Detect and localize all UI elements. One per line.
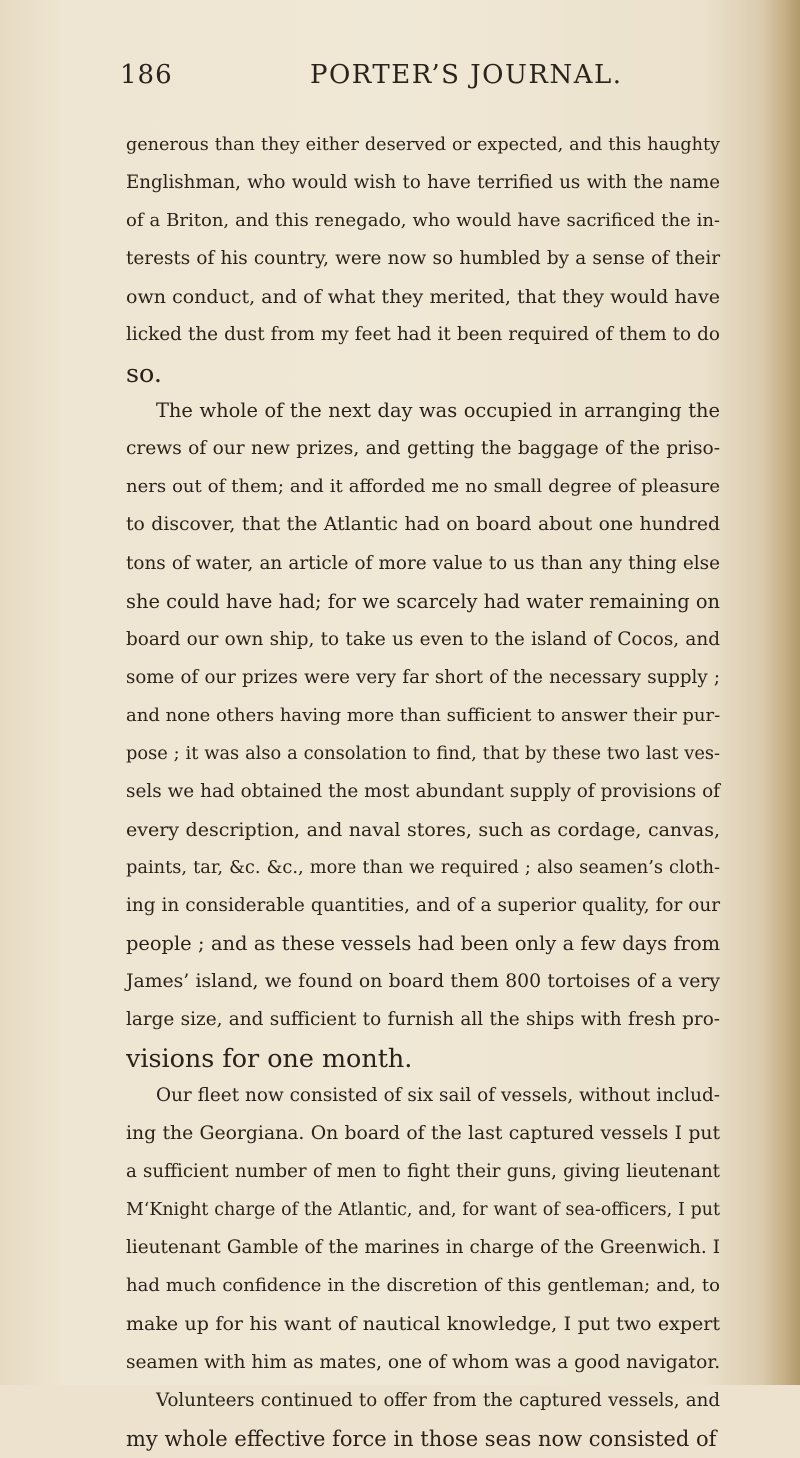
text-line: had much confidence in the discretion of this gentleman; and, to	[126, 1275, 720, 1297]
text-line: so.	[126, 358, 162, 389]
text-line: make up for his want of nautical knowledge, I put two expert	[126, 1313, 720, 1336]
text-line: visions for one month.	[126, 1043, 413, 1074]
text-line: sels we had obtained the most abundant supply of provisions of	[126, 780, 720, 802]
text-line: ing in considerable quantities, and of a superior quality, for our	[126, 894, 720, 916]
text-line: crews of our new prizes, and getting the baggage of the priso-	[126, 438, 720, 460]
running-title: PORTER’S JOURNAL.	[310, 60, 623, 90]
text-line: Volunteers continued to offer from the captured vessels, and	[156, 1389, 720, 1411]
text-line: James’ island, we found on board them 800 tortoises of a very	[126, 971, 720, 993]
text-line: ners out of them; and it afforded me no small degree of pleasure	[126, 476, 720, 498]
text-line: and none others having more than sufficient to answer their pur-	[126, 704, 721, 726]
page-number: 186	[120, 60, 173, 90]
text-line: ing the Georgiana. On board of the last captured vessels I put	[126, 1123, 720, 1145]
text-line: tons of water, an article of more value to us than any thing else	[126, 552, 720, 574]
text-line: Englishman, who would wish to have terrified us with the name	[126, 172, 720, 194]
text-line: to discover, that the Atlantic had on board about one hundred	[126, 514, 720, 536]
text-line: terests of his country, were now so humbled by a sense of their	[126, 248, 720, 270]
text-line: every description, and naval stores, such as cordage, canvas,	[126, 818, 720, 841]
text-line: M‘Knight charge of the Atlantic, and, for want of sea-officers, I put	[126, 1200, 720, 1221]
text-line: seamen with him as mates, one of whom was a good navigator.	[126, 1351, 721, 1373]
text-line: own conduct, and of what they merited, that they would have	[126, 286, 720, 309]
page-header	[120, 60, 680, 100]
text-line: my whole effective force in those seas now consisted of	[126, 1426, 717, 1451]
text-line: people ; and as these vessels had been only a few days from	[126, 931, 720, 955]
text-line: she could have had; for we scarcely had water remaining on	[126, 589, 720, 613]
page-edge-shadow	[762, 0, 800, 1385]
text-line: pose ; it was also a consolation to find, that by these two last ves-	[126, 742, 720, 764]
text-line: The whole of the next day was occupied in arranging the	[156, 399, 720, 423]
text-line: large size, and sufficient to furnish all the ships with fresh pro-	[126, 1009, 720, 1031]
text-line: paints, tar, &c. &c., more than we required ; also seamen’s cloth-	[126, 856, 720, 878]
text-line: Our fleet now consisted of six sail of vessels, without includ-	[156, 1085, 720, 1107]
text-line: board our own ship, to take us even to the island of Cocos, and	[126, 628, 720, 650]
text-line: some of our prizes were very far short of the necessary supply ;	[126, 666, 720, 688]
text-line: licked the dust from my feet had it been required of them to do	[126, 324, 720, 346]
text-line: of a Briton, and this renegado, who would have sacrificed the in-	[126, 210, 720, 232]
text-line: generous than they either deserved or expected, and this haughty	[126, 135, 720, 155]
text-line: a sufficient number of men to fight their guns, giving lieutenant	[126, 1161, 720, 1183]
text-line: lieutenant Gamble of the marines in charge of the Greenwich. I	[126, 1237, 720, 1259]
body-text	[126, 126, 720, 1458]
